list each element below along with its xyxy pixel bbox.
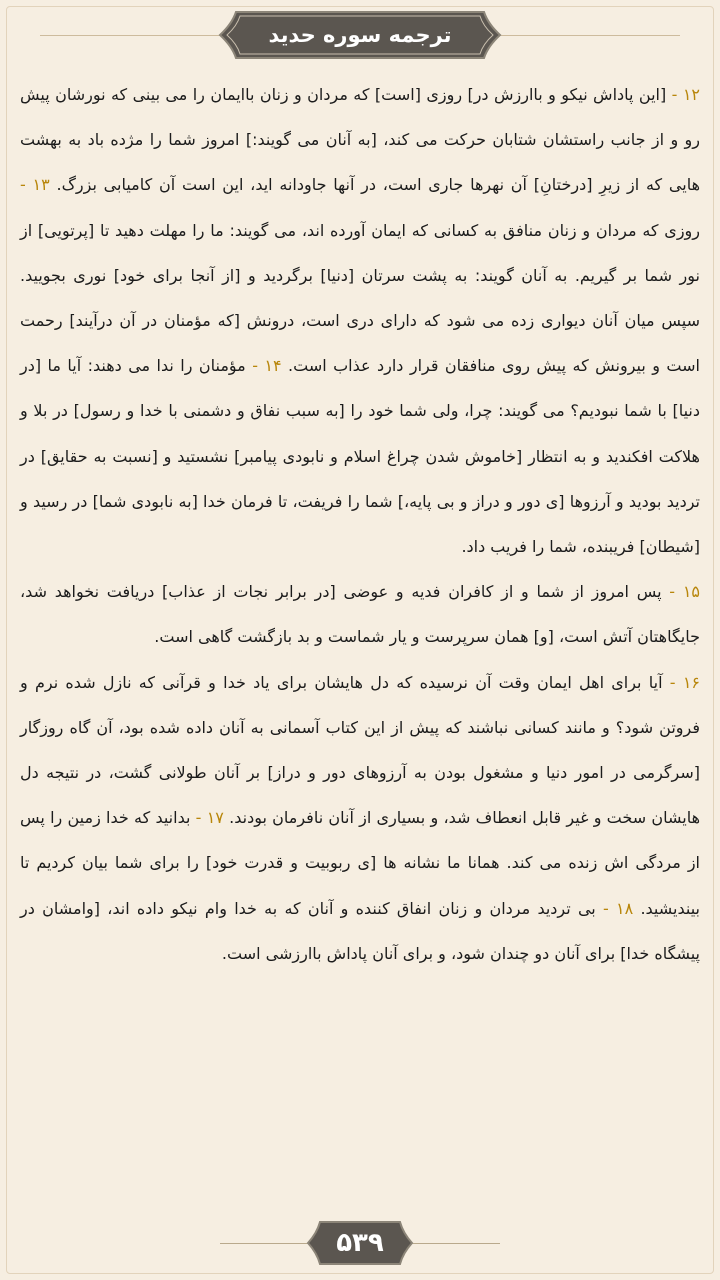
page-number-badge (306, 1220, 414, 1266)
translation-paragraph (20, 660, 700, 976)
verse-number: ۱۳ - (20, 175, 50, 195)
header-rule-right (500, 35, 680, 36)
verse-text: آیا برای اهل ایمان وقت آن نرسیده که دل هایشان برای یاد خدا و قرآنی که نازل شده نرم و فروتن شود؟ و مانند کسانی نباشند که پیش از این کتاب آسمانی به آنان داده شده بود، آن گاه روزگار [سرگرمی در امور دنیا و مشغول بودن به آرزوهای دور و دراز] بر آنان طولانی گشت، در نتیجه دل هایشان سخت و غیر قابل انعطاف شد، و بسیاری از آنان نافرمان بودند. (20, 672, 701, 828)
verse-number: ۱۵ - (661, 582, 701, 602)
page-header (0, 0, 720, 70)
verse-number: ۱۲ - (666, 85, 700, 104)
verse-number: ۱۶ - (662, 672, 701, 692)
verse-18 (20, 899, 700, 963)
verse-number: ۱۷ - (190, 808, 224, 828)
verse-text: روزی که مردان و زنان منافق به کسانی که ایمان آورده اند، می گویند: ما را مهلت دهید تا [پرتویی] از نور شما بر گیریم. به آنان گویند: به پشت سرتان [دنیا] برگردید و [از آنجا برای خود] نوری بجویید. سپس میان آنان دیواری زده می شود که دارای دری است، درونش [که مؤمنان در آن درآیند] رحمت است و بیرونش که پیش روی منافقان قرار دارد عذاب است. (20, 220, 700, 376)
verse-text: پس امروز از شما و از کافران فدیه و عوضی [در برابر نجات از عذاب] دریافت نخواهد شد، جایگاهتان آتش است، [و] همان سرپرست و یار شماست و بد بازگشت گاهی است. (20, 582, 700, 647)
verse-text: مؤمنان را ندا می دهند: آیا ما [در دنیا] با شما نبودیم؟ می گویند: چرا، ولی شما خود را [به سبب نفاق و دشمنی با خدا و رسول] در بلا و هلاکت افکندید و به انتظار [خاموش شدن چراغ اسلام و نابودی پیامبر] نشستید و [نسبت به حقایق] در تردید بودید و آرزوها [ی دور و دراز و بی پایه،] شما را فریفت، تا فرمان خدا [به نابودی شما] در رسید و [شیطان] فریبنده، شما را فریب داد. (20, 356, 700, 557)
verse-number: ۱۴ - (245, 356, 282, 376)
page-number: ۵۳۹ (336, 1228, 384, 1258)
header-rule-left (40, 35, 220, 36)
translation-paragraph (20, 569, 700, 659)
footer-rule-right (410, 1243, 500, 1244)
verse-15 (20, 582, 700, 646)
title-banner (218, 10, 502, 60)
page-footer (0, 1220, 720, 1266)
verse-text: بدانید که خدا زمین را پس از مردگی اش زنده می کند. همانا ما نشانه ها [ی ربوبیت و قدرت خود] را برای شما بیان کردیم تا بیندیشید. (20, 808, 700, 918)
verse-text: بی تردید مردان و زنان انفاق کننده و آنان که به خدا وام نیکو داده اند، [وامشان در پیشگاه خدا] برای آنان دو چندان شود، و برای آنان پاداش باارزشی است. (20, 898, 700, 963)
verse-14 (20, 356, 700, 556)
translation-paragraph (20, 72, 700, 569)
verse-12 (20, 85, 700, 194)
verse-13 (20, 175, 700, 375)
verse-number: ۱۸ - (595, 898, 634, 918)
verse-text: [این پاداش نیکو و باارزش در] روزی [است] که مردان و زنان باایمان را می بینی که نورشان پیش رو و از جانب راستشان شتابان حرکت می کند، [به آنان می گویند:] امروز شما را مژده باد به بهشت هایی که از زیرِ [درختانِ] آن نهرها جاری است، در آنها جاودانه اید، این است آن کامیابی بزرگ. (20, 85, 701, 195)
translation-text (20, 72, 700, 976)
verse-16 (20, 673, 700, 828)
footer-rule-left (220, 1243, 310, 1244)
page-title: ترجمه سوره حدید (268, 23, 452, 47)
